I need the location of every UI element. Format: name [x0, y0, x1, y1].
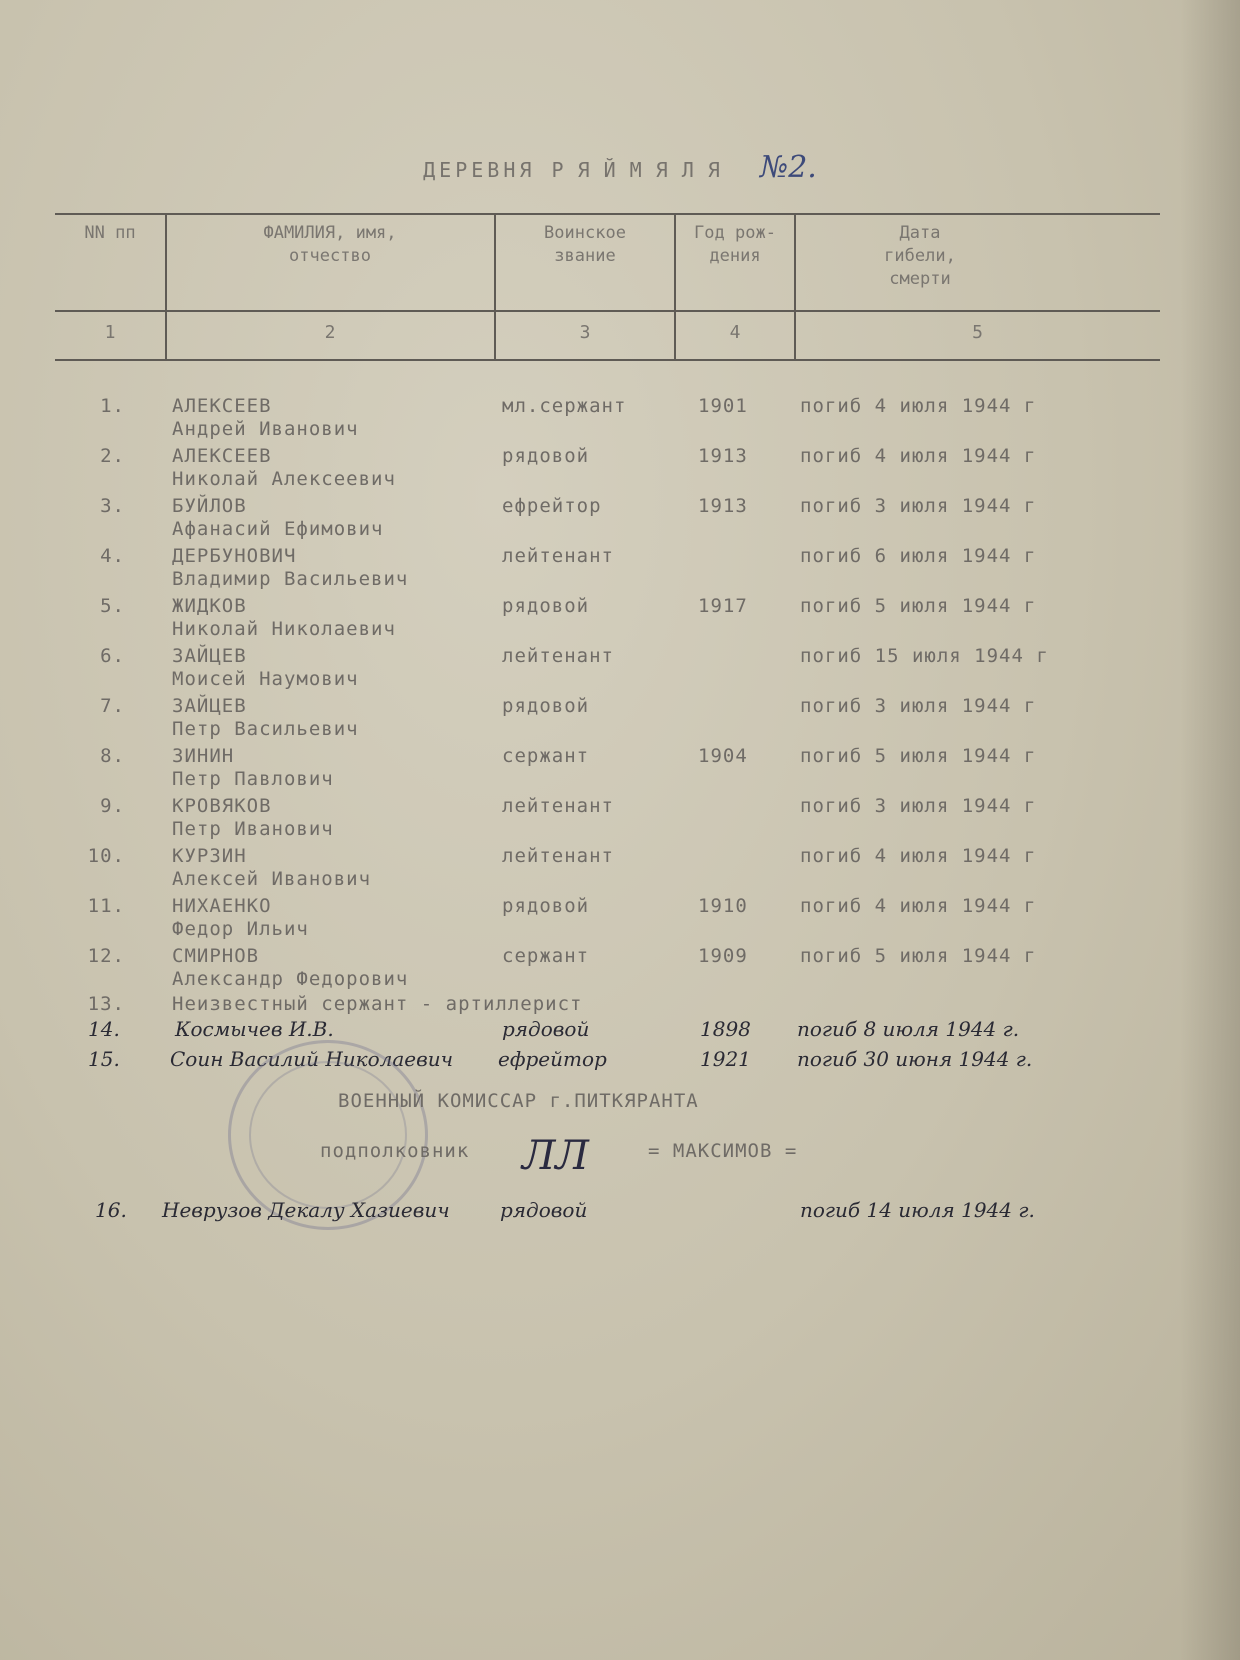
col-divider-3	[674, 213, 676, 360]
title-village: РЯЙМЯЛЯ	[551, 158, 734, 182]
row-rank: ефрейтор	[498, 1047, 607, 1071]
row-death: погиб 14 июля 1944 г.	[800, 1198, 1035, 1222]
row-number: 16.	[95, 1198, 127, 1222]
row-year: 1901	[698, 395, 748, 417]
row-death: погиб 30 июня 1944 г.	[797, 1047, 1033, 1071]
row-rank: лейтенант	[502, 545, 614, 567]
row-year: 1910	[698, 895, 748, 917]
row-first-name: Афанасий Ефимович	[172, 518, 384, 540]
row-name: Соин Василий Николаевич	[170, 1047, 454, 1071]
row-number: 6.	[100, 645, 125, 667]
row-year: 1904	[698, 745, 748, 767]
commissar-name: = МАКСИМОВ =	[648, 1140, 798, 1162]
row-number: 2.	[100, 445, 125, 467]
row-death: погиб 4 июля 1944 г	[800, 445, 1037, 467]
table-row	[0, 745, 1240, 795]
row-unknown-soldier: Неизвестный сержант - артиллерист	[172, 993, 583, 1015]
row-rank: рядовой	[502, 895, 590, 917]
row-name: Неврузов Декалу Хазиевич	[162, 1198, 450, 1222]
row-last-name: АЛЕКСЕЕВ	[172, 445, 272, 467]
table-row	[0, 645, 1240, 695]
row-last-name: КРОВЯКОВ	[172, 795, 272, 817]
row-last-name: КУРЗИН	[172, 845, 247, 867]
row-rank: лейтенант	[502, 845, 614, 867]
table-row	[0, 395, 1240, 445]
row-death: погиб 5 июля 1944 г	[800, 945, 1037, 967]
row-last-name: ЗАЙЦЕВ	[172, 695, 247, 717]
column-number-4: 4	[729, 322, 741, 343]
row-first-name: Александр Федорович	[172, 968, 409, 990]
column-number-3: 3	[579, 322, 591, 343]
table-row	[0, 495, 1240, 545]
table-row	[0, 795, 1240, 845]
row-name: Космычев И.В.	[175, 1017, 334, 1041]
row-rank: сержант	[502, 945, 590, 967]
row-death: погиб 5 июля 1944 г	[800, 745, 1037, 767]
row-death: погиб 3 июля 1944 г	[800, 695, 1037, 717]
col-divider-4	[794, 213, 796, 360]
row-rank: сержант	[502, 745, 590, 767]
row-first-name: Петр Иванович	[172, 818, 334, 840]
header-name: ФАМИЛИЯ, имя, отчество	[263, 223, 397, 266]
row-last-name: АЛЕКСЕЕВ	[172, 395, 272, 417]
row-death: погиб 5 июля 1944 г	[800, 595, 1037, 617]
column-number-1: 1	[104, 322, 116, 343]
row-year: 1917	[698, 595, 748, 617]
row-last-name: НИХАЕНКО	[172, 895, 272, 917]
torn-page-edge	[1180, 0, 1240, 1660]
row-rank: мл.сержант	[502, 395, 627, 417]
row-number: 14.	[88, 1017, 120, 1041]
row-rank: рядовой	[502, 445, 590, 467]
row-death: погиб 6 июля 1944 г	[800, 545, 1037, 567]
table-row	[0, 695, 1240, 745]
row-number: 10.	[87, 845, 125, 867]
handwritten-signature: ЛЛ	[522, 1133, 589, 1179]
row-rank: рядовой	[500, 1198, 588, 1222]
row-last-name: ЗАЙЦЕВ	[172, 645, 247, 667]
row-first-name: Алексей Иванович	[172, 868, 372, 890]
row-number: 12.	[87, 945, 125, 967]
row-first-name: Петр Васильевич	[172, 718, 359, 740]
row-first-name: Федор Ильич	[172, 918, 309, 940]
row-death: погиб 3 июля 1944 г	[800, 795, 1037, 817]
row-last-name: ЗИНИН	[172, 745, 235, 767]
row-year: 1909	[698, 945, 748, 967]
row-death: погиб 15 июля 1944 г	[800, 645, 1049, 667]
row-last-name: СМИРНОВ	[172, 945, 260, 967]
row-number: 11.	[87, 895, 125, 917]
table-row	[0, 845, 1240, 895]
header-number: NN пп	[84, 223, 136, 243]
commissar-title: ВОЕННЫЙ КОМИССАР г.ПИТКЯРАНТА	[338, 1090, 699, 1112]
row-death: погиб 3 июля 1944 г	[800, 495, 1037, 517]
row-death: погиб 4 июля 1944 г	[800, 395, 1037, 417]
row-rank: рядовой	[502, 1017, 590, 1041]
header-rank: Воинское звание	[544, 223, 626, 266]
row-first-name: Николай Алексеевич	[172, 468, 396, 490]
title-number: №2.	[759, 150, 817, 185]
row-death: погиб 4 июля 1944 г	[800, 895, 1037, 917]
row-number: 8.	[100, 745, 125, 767]
row-first-name: Петр Павлович	[172, 768, 334, 790]
row-number: 9.	[100, 795, 125, 817]
row-death: погиб 8 июля 1944 г.	[797, 1017, 1020, 1041]
row-rank: рядовой	[502, 695, 590, 717]
row-first-name: Андрей Иванович	[172, 418, 359, 440]
row-death: погиб 4 июля 1944 г	[800, 845, 1037, 867]
row-number: 1.	[100, 395, 125, 417]
row-rank: рядовой	[502, 595, 590, 617]
row-number: 13.	[87, 993, 125, 1015]
column-number-2: 2	[324, 322, 336, 343]
table-row	[0, 895, 1240, 945]
row-first-name: Николай Николаевич	[172, 618, 396, 640]
column-number-5: 5	[972, 322, 983, 343]
page-title	[0, 150, 1240, 185]
header-death-date: Дата гибели, смерти	[884, 223, 956, 289]
row-year: 1898	[700, 1017, 751, 1041]
title-prefix: ДЕРЕВНЯ	[423, 158, 536, 182]
col-divider-1	[165, 213, 167, 360]
row-first-name: Владимир Васильевич	[172, 568, 409, 590]
row-number: 7.	[100, 695, 125, 717]
table-row	[0, 945, 1240, 995]
row-number: 5.	[100, 595, 125, 617]
commissar-rank: подполковник	[320, 1140, 470, 1162]
col-divider-2	[494, 213, 496, 360]
row-rank: лейтенант	[502, 795, 614, 817]
table-row	[0, 595, 1240, 645]
row-rank: ефрейтор	[502, 495, 602, 517]
row-first-name: Моисей Наумович	[172, 668, 359, 690]
table-row	[0, 445, 1240, 495]
row-number: 3.	[100, 495, 125, 517]
table-row	[0, 545, 1240, 595]
row-last-name: БУЙЛОВ	[172, 495, 247, 517]
row-number: 4.	[100, 545, 125, 567]
table-top-border	[55, 213, 1160, 215]
table-header-bottom-border	[55, 359, 1160, 361]
row-year: 1921	[700, 1047, 751, 1071]
row-year: 1913	[698, 495, 748, 517]
row-number: 15.	[88, 1047, 120, 1071]
header-birth-year: Год рож- дения	[694, 223, 776, 266]
row-rank: лейтенант	[502, 645, 614, 667]
table-header-divider	[55, 310, 1160, 312]
row-last-name: ЖИДКОВ	[172, 595, 247, 617]
row-last-name: ДЕРБУНОВИЧ	[172, 545, 297, 567]
row-year: 1913	[698, 445, 748, 467]
